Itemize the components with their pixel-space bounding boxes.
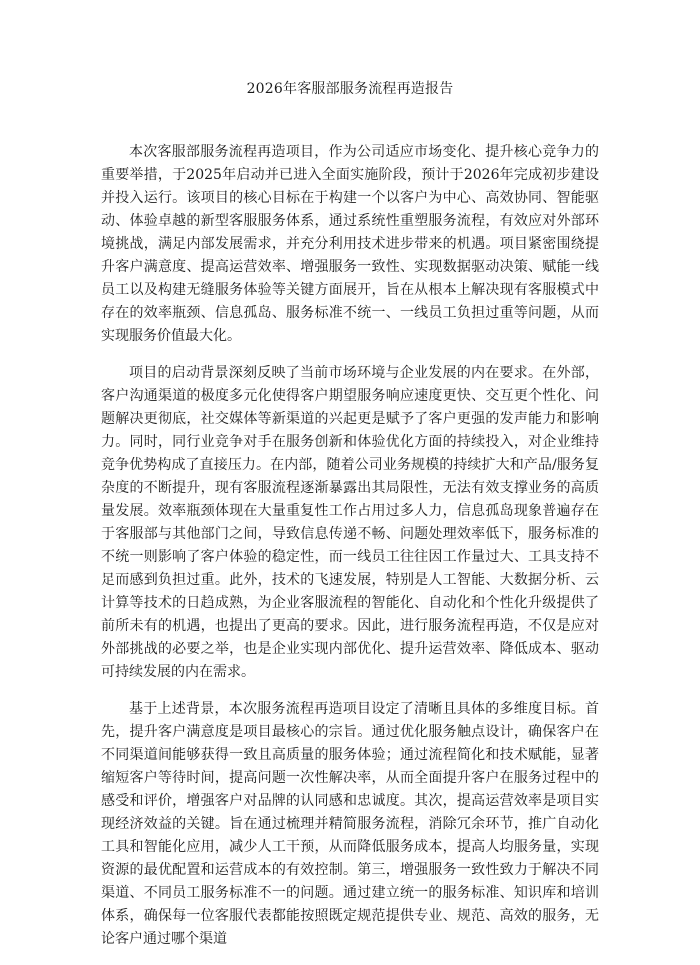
document-title: 2026年客服部服务流程再造报告 — [246, 81, 454, 97]
body-paragraph: 基于上述背景，本次服务流程再造项目设定了清晰且具体的多维度目标。首先，提升客户满意度是项目最核心的宗旨。通过优化服务触点设计，确保客户在不同渠道间能够获得一致且高质量的服务体验；通过流程简化和技术赋能，显著缩短客户等待时间，提高问题一次性解决率，从而全面提升客户在服务过程中的感受和评价，增强客户对品牌的认同感和忠诚度。其次，提高运营效率是项目实现经济效益的关键。旨在通过梳理并精简服务流程，消除冗余环节，推广自动化工具和智能化应用，减少人工干预，从而降低服务成本，提高人均服务量，实现资源的最优配置和运营成本的有效控制。第三，增强服务一致性致力于解决不同渠道、不同员工服务标准不一的问题。通过建立统一的服务标准、知识库和培训体系，确保每一位客服代表都能按照既定规范提供专业、规范、高效的服务，无论客户通过哪个渠道 — [101, 701, 599, 947]
body-paragraph: 本次客服部服务流程再造项目，作为公司适应市场变化、提升核心竞争力的重要举措，于2025年启动并已进入全面实施阶段，预计于2026年完成初步建设并投入运行。该项目的核心目标在于构建一个以客户为中心、高效协同、智能驱动、体验卓越的新型客服服务体系，通过系统性重塑服务流程，有效应对外部环境挑战，满足内部发展需求，并充分利用技术进步带来的机遇。项目紧密围绕提升客户满意度、提高运营效率、增强服务一致性、实现数据驱动决策、赋能一线员工以及构建无缝服务体验等关键方面展开，旨在从根本上解决现有客服模式中存在的效率瓶颈、信息孤岛、服务标准不统一、一线员工负担过重等问题，从而实现服务价值最大化。 — [101, 144, 599, 344]
document-body — [101, 141, 599, 965]
body-paragraph: 项目的启动背景深刻反映了当前市场环境与企业发展的内在要求。在外部，客户沟通渠道的极度多元化使得客户期望服务响应速度更快、交互更个性化、问题解决更彻底，社交媒体等新渠道的兴起更是赋予了客户更强的发声能力和影响力。同时，同行业竞争对手在服务创新和体验优化方面的持续投入，对企业维持竞争优势构成了直接压力。在内部，随着公司业务规模的持续扩大和产品/服务复杂度的不断提升，现有客服流程逐渐暴露出其局限性，无法有效支撑业务的高质量发展。效率瓶颈体现在大量重复性工作占用过多人力，信息孤岛现象普遍存在于客服部与其他部门之间，导致信息传递不畅、问题处理效率低下，服务标准的不统一则影响了客户体验的稳定性，而一线员工往往因工作量过大、工具支持不足而感到负担过重。此外，技术的飞速发展，特别是人工智能、大数据分析、云计算等技术的日趋成熟，为企业客服流程的智能化、自动化和个性化升级提供了前所未有的机遇，也提出了更高的要求。因此，进行服务流程再造，不仅是应对外部挑战的必要之举，也是企业实现内部优化、提升运营效率、降低成本、驱动可持续发展的内在需求。 — [101, 365, 599, 680]
